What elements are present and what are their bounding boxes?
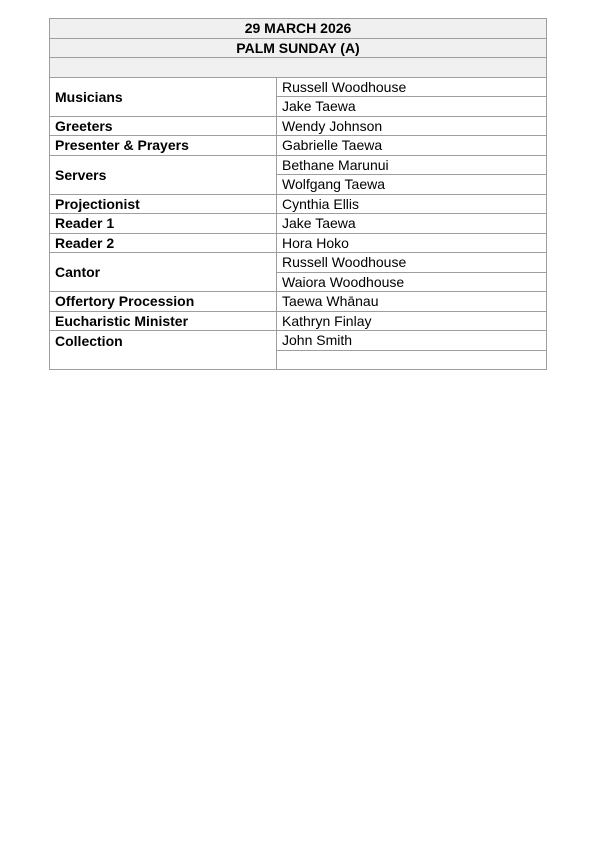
table-row-reader-1 bbox=[50, 214, 547, 234]
table-row-offertory bbox=[50, 292, 547, 312]
role-cell: Offertory Procession bbox=[50, 292, 277, 312]
name-cell: Cynthia Ellis bbox=[277, 194, 547, 214]
role-cell: Projectionist bbox=[50, 194, 277, 214]
table-row-presenter bbox=[50, 136, 547, 156]
table-row-eucharistic bbox=[50, 311, 547, 331]
table-row-reader-2 bbox=[50, 233, 547, 253]
roster-title: PALM SUNDAY (A) bbox=[50, 38, 547, 58]
roster-date: 29 MARCH 2026 bbox=[50, 19, 547, 39]
roster-table bbox=[49, 18, 547, 370]
name-cell: Jake Taewa bbox=[277, 97, 547, 117]
role-cell: Greeters bbox=[50, 116, 277, 136]
name-cell: Bethane Marunui bbox=[277, 155, 547, 175]
name-cell: Gabrielle Taewa bbox=[277, 136, 547, 156]
role-cell: Eucharistic Minister bbox=[50, 311, 277, 331]
role-cell: Servers bbox=[50, 155, 277, 194]
role-cell: Presenter & Prayers bbox=[50, 136, 277, 156]
date-row bbox=[50, 19, 547, 39]
table-row-musicians bbox=[50, 77, 547, 97]
blank-cell bbox=[50, 58, 547, 78]
title-row bbox=[50, 38, 547, 58]
table-row-collection bbox=[50, 331, 547, 351]
name-cell: Wendy Johnson bbox=[277, 116, 547, 136]
name-cell: Taewa Whānau bbox=[277, 292, 547, 312]
role-cell: Cantor bbox=[50, 253, 277, 292]
name-cell: John Smith bbox=[277, 331, 547, 351]
name-cell: Waiora Woodhouse bbox=[277, 272, 547, 292]
role-cell: Musicians bbox=[50, 77, 277, 116]
table-row-greeters bbox=[50, 116, 547, 136]
role-cell: Collection bbox=[50, 331, 277, 370]
name-cell: Jake Taewa bbox=[277, 214, 547, 234]
role-cell: Reader 1 bbox=[50, 214, 277, 234]
table-row-cantor bbox=[50, 253, 547, 273]
name-cell: Kathryn Finlay bbox=[277, 311, 547, 331]
role-cell: Reader 2 bbox=[50, 233, 277, 253]
blank-row bbox=[50, 58, 547, 78]
name-cell: Russell Woodhouse bbox=[277, 253, 547, 273]
name-cell: Russell Woodhouse bbox=[277, 77, 547, 97]
name-cell: Hora Hoko bbox=[277, 233, 547, 253]
name-cell bbox=[277, 350, 547, 370]
name-cell: Wolfgang Taewa bbox=[277, 175, 547, 195]
table-row-servers bbox=[50, 155, 547, 175]
table-row-projectionist bbox=[50, 194, 547, 214]
